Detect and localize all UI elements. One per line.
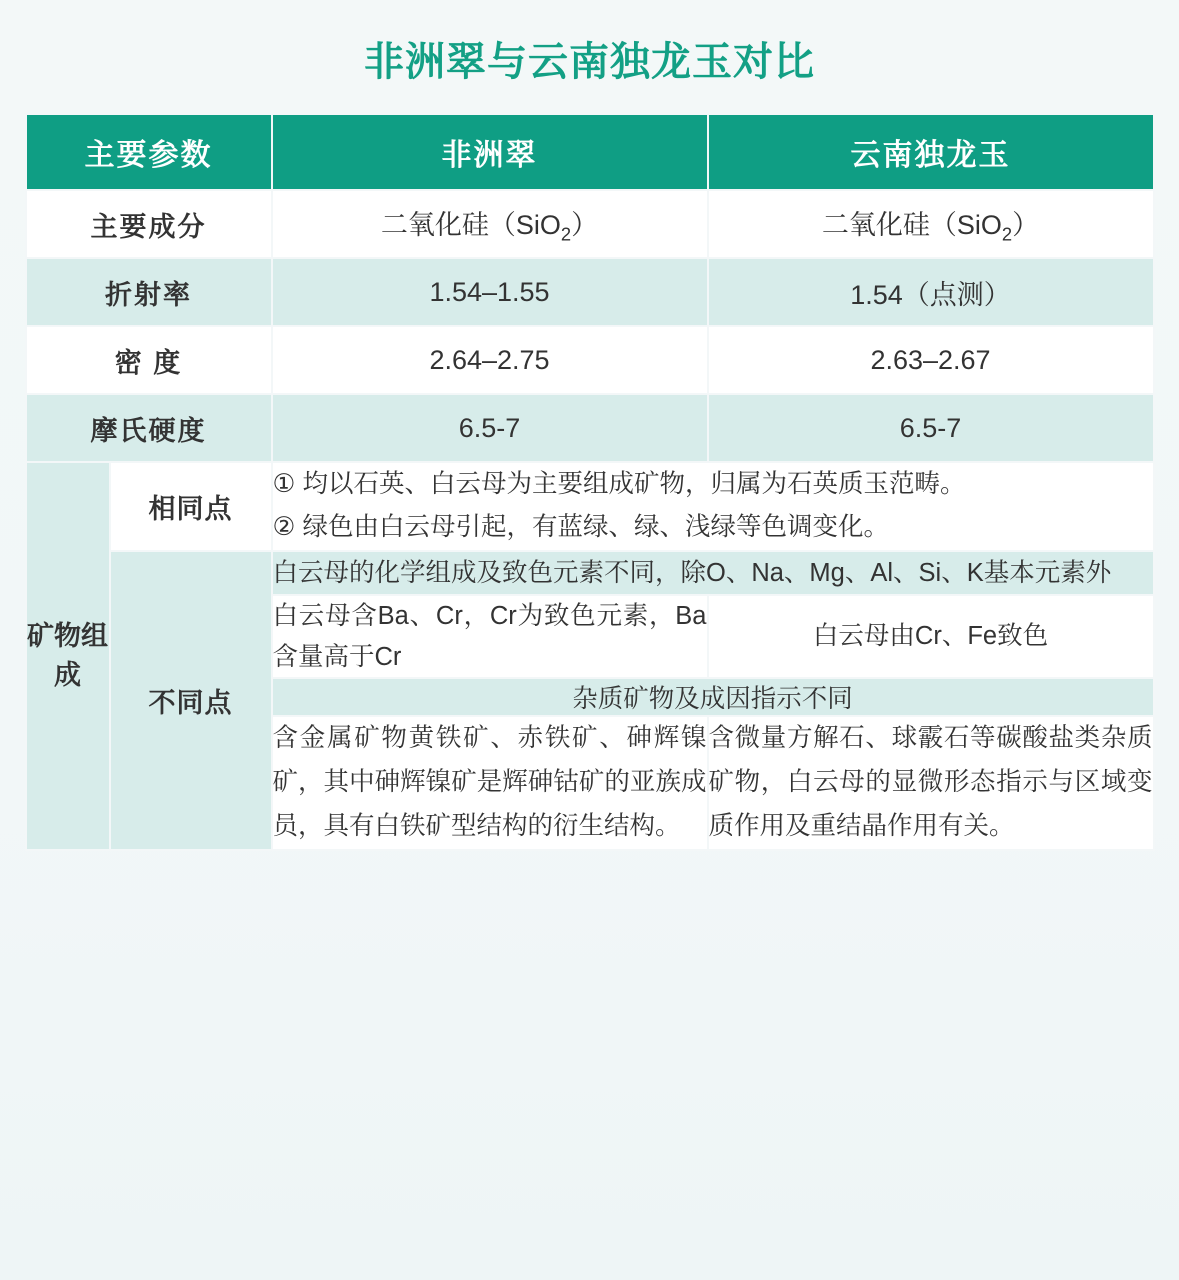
row-label-mineral-composition: 矿物组成 — [26, 462, 110, 850]
cell-hardness-africa: 6.5-7 — [272, 394, 708, 462]
cell-diff-impurity-band: 杂质矿物及成因指示不同 — [272, 678, 1154, 716]
cell-diff-yunnan-minerals: 含微量方解石、球霰石等碳酸盐类杂质矿物，白云母的显微形态指示与区域变质作用及重结晶作用有关。 — [708, 716, 1154, 850]
cell-diff-yunnan-muscovite: 白云母由Cr、Fe致色 — [708, 595, 1154, 679]
sub-label-different-points: 不同点 — [110, 551, 272, 850]
cell-refractive-index-africa: 1.54–1.55 — [272, 258, 708, 326]
cell-refractive-index-yunnan: 1.54（点测） — [708, 258, 1154, 326]
header-africa: 非洲翠 — [272, 114, 708, 190]
cell-diff-africa-minerals: 含金属矿物黄铁矿、赤铁矿、砷辉镍矿，其中砷辉镍矿是辉砷钴矿的亚族成员，具有白铁矿型结构的衍生结构。 — [272, 716, 708, 850]
sub-label-same-points: 相同点 — [110, 462, 272, 551]
table-row — [26, 551, 1154, 595]
header-yunnan: 云南独龙玉 — [708, 114, 1154, 190]
composition-yunnan-sub: 2 — [1001, 223, 1013, 245]
cell-same-points — [272, 462, 1154, 551]
same-point-2: ② 绿色由白云母引起，有蓝绿、绿、浅绿等色调变化。 — [272, 513, 889, 542]
cell-composition-yunnan — [708, 190, 1154, 258]
same-point-1: ① 均以石英、白云母为主要组成矿物，归属为石英质玉范畴。 — [272, 470, 966, 498]
cell-diff-africa-muscovite: 白云母含Ba、Cr，Cr为致色元素，Ba含量高于Cr — [272, 595, 708, 679]
header-parameter: 主要参数 — [26, 114, 272, 190]
row-label-density: 密 度 — [26, 326, 272, 394]
table-row — [26, 394, 1154, 462]
composition-yunnan-suffix: ） — [1012, 209, 1040, 240]
table-row — [26, 258, 1154, 326]
table-row — [26, 462, 1154, 551]
cell-density-africa: 2.64–2.75 — [272, 326, 708, 394]
page-title: 非洲翠与云南独龙玉对比 — [364, 40, 815, 84]
composition-africa-prefix: 二氧化硅（SiO — [380, 209, 561, 240]
cell-composition-africa — [272, 190, 708, 258]
table-row — [26, 190, 1154, 258]
composition-yunnan-prefix: 二氧化硅（SiO — [821, 209, 1002, 240]
row-label-composition: 主要成分 — [26, 190, 272, 258]
cell-diff-shared-top: 白云母的化学组成及致色元素不同，除O、Na、Mg、Al、Si、K基本元素外 — [272, 551, 1154, 595]
row-label-hardness: 摩氏硬度 — [26, 394, 272, 462]
cell-hardness-yunnan: 6.5-7 — [708, 394, 1154, 462]
cell-density-yunnan: 2.63–2.67 — [708, 326, 1154, 394]
row-label-refractive-index: 折射率 — [26, 258, 272, 326]
comparison-table — [25, 113, 1155, 851]
table-row — [26, 326, 1154, 394]
composition-africa-suffix: ） — [571, 209, 599, 240]
table-header-row — [26, 114, 1154, 190]
composition-africa-sub: 2 — [560, 223, 572, 245]
